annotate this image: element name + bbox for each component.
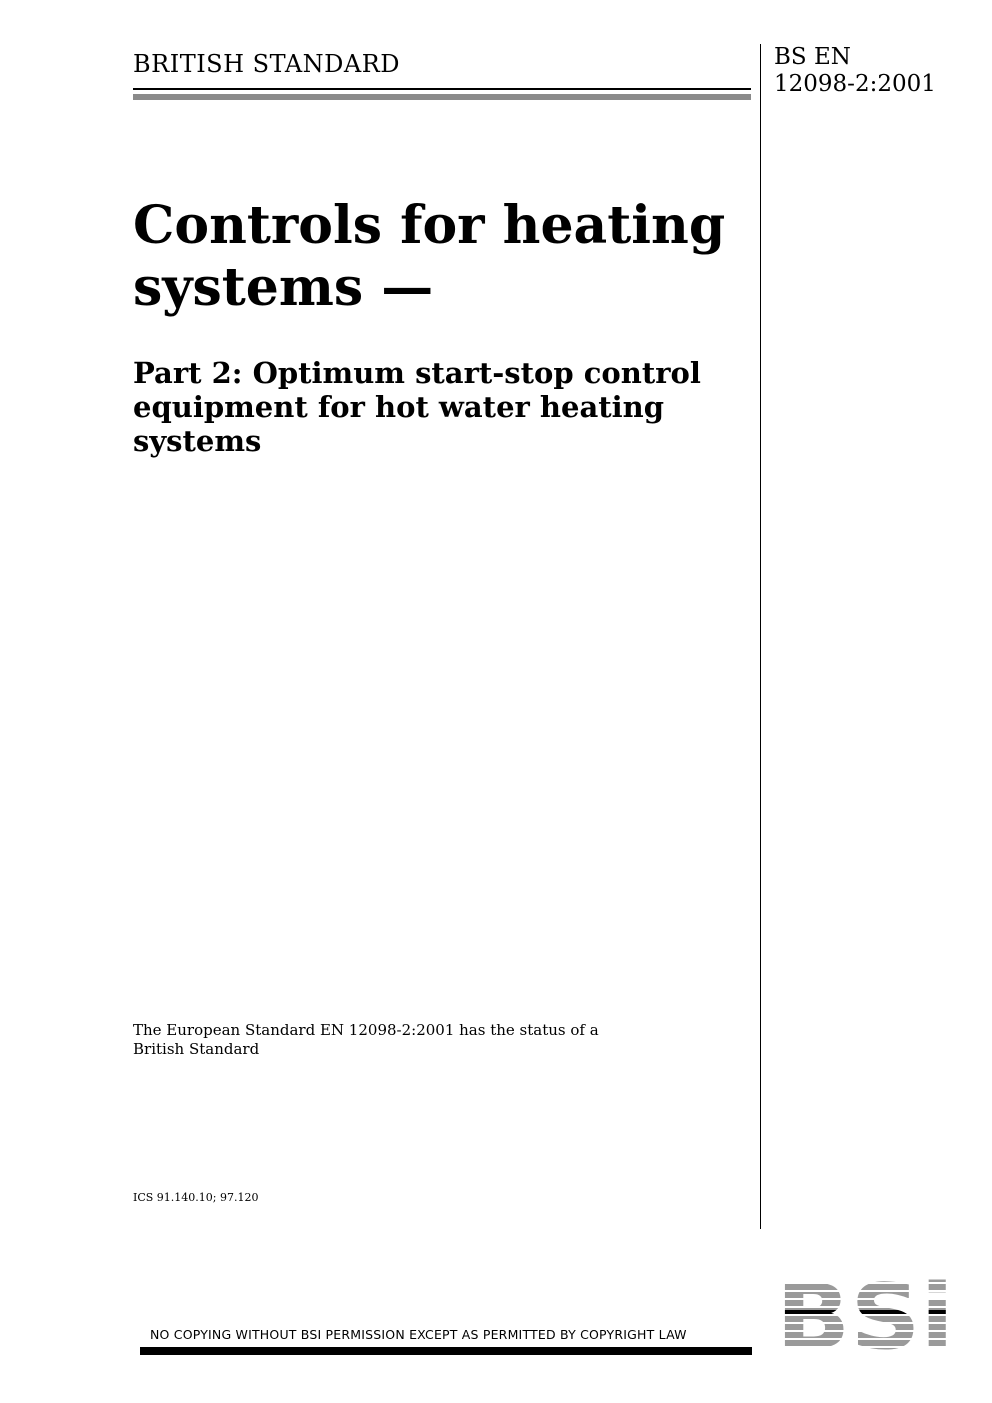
- header-rule-thick: [133, 94, 751, 100]
- document-subtitle: [133, 356, 753, 458]
- subtitle-line3: systems: [133, 424, 262, 458]
- header-rule-thin: [133, 88, 751, 90]
- status-statement: [133, 1021, 599, 1059]
- standard-code-line2: 12098-2:2001: [774, 71, 936, 97]
- title-line1: Controls for heating: [133, 195, 726, 256]
- footer-rule: [140, 1347, 752, 1355]
- document-title: [133, 195, 753, 319]
- document-type-label: BRITISH STANDARD: [133, 50, 401, 78]
- status-line2: British Standard: [133, 1040, 260, 1058]
- subtitle-line2: equipment for hot water heating: [133, 390, 665, 424]
- copyright-notice: NO COPYING WITHOUT BSI PERMISSION EXCEPT AS PERMITTED BY COPYRIGHT LAW: [150, 1327, 687, 1342]
- subtitle-line1: Part 2: Optimum start-stop control: [133, 356, 701, 390]
- ics-codes: ICS 91.140.10; 97.120: [133, 1191, 259, 1204]
- standard-code-line1: BS EN: [774, 44, 851, 70]
- status-line1: The European Standard EN 12098-2:2001 has the status of a: [133, 1021, 599, 1039]
- title-line2: systems —: [133, 257, 434, 318]
- bsi-logo-icon: [776, 1276, 956, 1356]
- vertical-divider: [760, 44, 761, 1229]
- standard-code: [774, 44, 936, 98]
